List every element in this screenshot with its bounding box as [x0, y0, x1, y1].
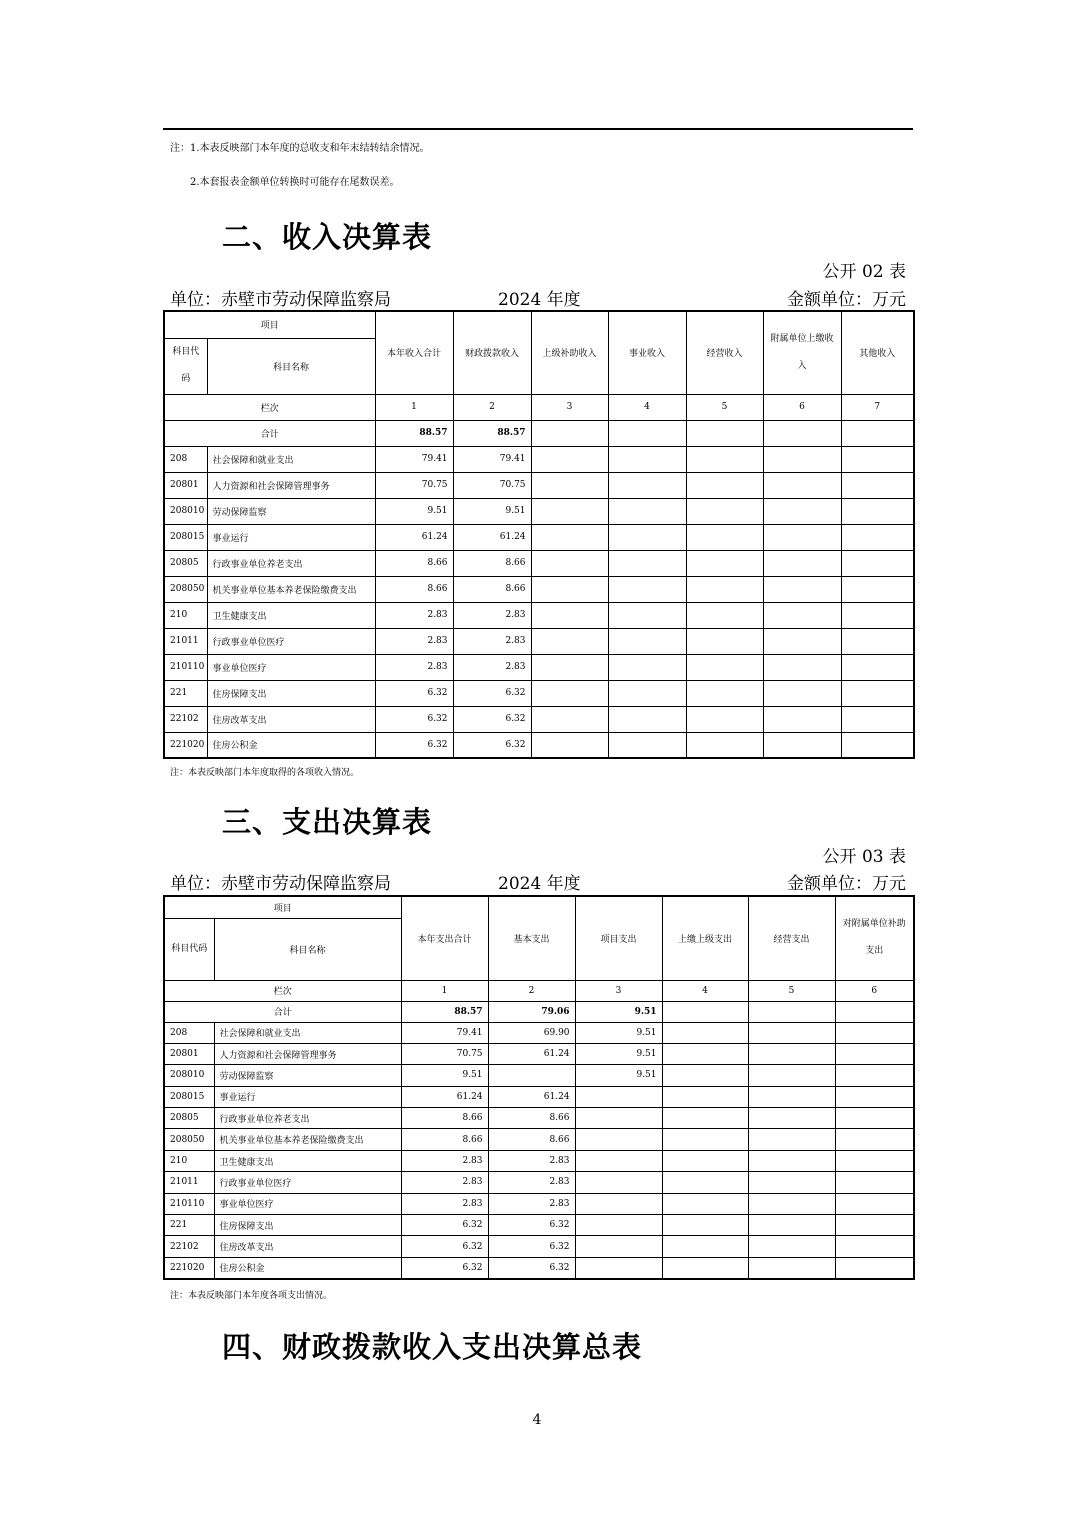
- row-value: [748, 1022, 835, 1043]
- row-value: [575, 1129, 662, 1150]
- row-value: 6.32: [375, 732, 453, 758]
- row-code: 221: [164, 1215, 214, 1236]
- table-row: [164, 1193, 914, 1214]
- row-name: 行政事业单位养老支出: [214, 1108, 401, 1129]
- row-value: [531, 706, 608, 732]
- row-value: 8.66: [401, 1129, 488, 1150]
- col-number: 6: [835, 980, 914, 1001]
- row-value: [835, 1172, 914, 1193]
- table-row: [164, 680, 914, 706]
- row-value: 2.83: [488, 1193, 575, 1214]
- row-value: [763, 550, 841, 576]
- row-name: 人力资源和社会保障管理事务: [214, 1043, 401, 1064]
- row-value: [686, 576, 763, 602]
- row-value: [662, 1150, 748, 1171]
- row-value: [835, 1065, 914, 1086]
- row-value: [748, 1065, 835, 1086]
- col-header: 上级补助收入: [531, 311, 608, 394]
- col-number: 3: [575, 980, 662, 1001]
- col-number: 6: [763, 394, 841, 420]
- row-value: 6.32: [488, 1257, 575, 1278]
- row-value: [662, 1129, 748, 1150]
- row-value: [763, 602, 841, 628]
- total-value: [662, 1001, 748, 1022]
- row-code: 208050: [164, 576, 207, 602]
- total-label: 合计: [164, 1001, 401, 1022]
- col-header: 本年收入合计: [375, 311, 453, 394]
- row-value: [575, 1215, 662, 1236]
- col-number: 2: [453, 394, 531, 420]
- row-value: [841, 446, 914, 472]
- row-value: 8.66: [401, 1108, 488, 1129]
- row-code: 21011: [164, 628, 207, 654]
- total-value: [608, 420, 686, 446]
- row-value: [608, 550, 686, 576]
- row-value: [662, 1108, 748, 1129]
- col-header: 经营支出: [748, 896, 835, 980]
- row-value: [608, 732, 686, 758]
- expense-unit: 单位：赤壁市劳动保障监察局: [170, 874, 391, 894]
- row-value: [531, 602, 608, 628]
- row-value: [662, 1257, 748, 1278]
- row-value: [662, 1043, 748, 1064]
- col-header: 上缴上级支出: [662, 896, 748, 980]
- row-code: 208015: [164, 1086, 214, 1107]
- income-note: 注：本表反映部门本年度取得的各项收入情况。: [170, 768, 360, 778]
- row-code: 221: [164, 680, 207, 706]
- table-row: [164, 1022, 914, 1043]
- row-value: [662, 1236, 748, 1257]
- table-row: [164, 628, 914, 654]
- row-code: 208: [164, 1022, 214, 1043]
- table-row: [164, 1065, 914, 1086]
- row-value: 9.51: [401, 1065, 488, 1086]
- row-value: [608, 680, 686, 706]
- row-name: 人力资源和社会保障管理事务: [207, 472, 375, 498]
- row-code: 210110: [164, 1193, 214, 1214]
- row-code: 20801: [164, 472, 207, 498]
- row-value: 2.83: [488, 1172, 575, 1193]
- col-header: 财政拨款收入: [453, 311, 531, 394]
- row-value: [841, 550, 914, 576]
- row-value: [835, 1129, 914, 1150]
- row-value: 70.75: [453, 472, 531, 498]
- col-number-label: 栏次: [164, 980, 401, 1001]
- col-number: 5: [686, 394, 763, 420]
- row-value: [763, 446, 841, 472]
- row-code: 210: [164, 1150, 214, 1171]
- expense-table-code: 公开 03 表: [822, 847, 906, 867]
- row-value: [841, 706, 914, 732]
- total-value: 9.51: [575, 1001, 662, 1022]
- table-row: [164, 1172, 914, 1193]
- row-value: 2.83: [375, 628, 453, 654]
- row-value: [608, 446, 686, 472]
- row-value: [531, 654, 608, 680]
- row-value: 6.32: [375, 706, 453, 732]
- row-code: 22102: [164, 1236, 214, 1257]
- col-header: 对附属单位补助支出: [835, 896, 914, 980]
- row-name: 事业单位医疗: [207, 654, 375, 680]
- row-value: [841, 602, 914, 628]
- table-row: [164, 732, 914, 758]
- table-row: [164, 472, 914, 498]
- row-code: 221020: [164, 1257, 214, 1278]
- row-name: 劳动保障监察: [207, 498, 375, 524]
- table-row: [164, 576, 914, 602]
- col-number: 1: [401, 980, 488, 1001]
- row-code: 208015: [164, 524, 207, 550]
- row-value: [748, 1193, 835, 1214]
- row-value: [608, 654, 686, 680]
- row-value: [841, 498, 914, 524]
- header-item: 项目: [164, 311, 375, 338]
- row-value: 61.24: [488, 1043, 575, 1064]
- row-value: [531, 524, 608, 550]
- header-name: 科目名称: [214, 918, 401, 980]
- col-number: 3: [531, 394, 608, 420]
- total-value: 88.57: [375, 420, 453, 446]
- col-number: 4: [662, 980, 748, 1001]
- row-value: [686, 472, 763, 498]
- row-value: [763, 628, 841, 654]
- row-value: [531, 576, 608, 602]
- row-name: 行政事业单位医疗: [207, 628, 375, 654]
- row-value: [608, 706, 686, 732]
- row-code: 20805: [164, 1108, 214, 1129]
- row-value: [686, 628, 763, 654]
- row-code: 208010: [164, 498, 207, 524]
- row-value: [748, 1129, 835, 1150]
- row-value: [575, 1257, 662, 1278]
- col-number-label: 栏次: [164, 394, 375, 420]
- col-header: 经营收入: [686, 311, 763, 394]
- row-value: [575, 1150, 662, 1171]
- row-name: 住房公积金: [214, 1257, 401, 1278]
- row-value: [575, 1108, 662, 1129]
- total-value: 88.57: [401, 1001, 488, 1022]
- row-value: [835, 1215, 914, 1236]
- row-value: [763, 472, 841, 498]
- row-value: [686, 706, 763, 732]
- row-name: 行政事业单位养老支出: [207, 550, 375, 576]
- col-number: 2: [488, 980, 575, 1001]
- page-note-1: 注：1.本表反映部门本年度的总收支和年末结转结余情况。: [170, 143, 430, 154]
- row-value: 79.41: [375, 446, 453, 472]
- row-name: 卫生健康支出: [207, 602, 375, 628]
- row-value: 2.83: [401, 1193, 488, 1214]
- row-value: 70.75: [401, 1043, 488, 1064]
- row-name: 行政事业单位医疗: [214, 1172, 401, 1193]
- row-name: 住房改革支出: [214, 1236, 401, 1257]
- row-value: [841, 680, 914, 706]
- row-value: 61.24: [453, 524, 531, 550]
- row-value: [575, 1172, 662, 1193]
- col-number: 4: [608, 394, 686, 420]
- row-value: 2.83: [375, 602, 453, 628]
- table-row: [164, 550, 914, 576]
- row-value: [686, 654, 763, 680]
- row-value: [841, 654, 914, 680]
- row-name: 住房保障支出: [207, 680, 375, 706]
- col-number: 5: [748, 980, 835, 1001]
- row-value: [841, 732, 914, 758]
- row-value: 2.83: [453, 602, 531, 628]
- income-amount-unit: 金额单位：万元: [787, 290, 906, 310]
- row-value: 61.24: [375, 524, 453, 550]
- total-value: [531, 420, 608, 446]
- row-value: [686, 550, 763, 576]
- expense-year: 2024 年度: [498, 874, 581, 894]
- row-value: [575, 1193, 662, 1214]
- table-row: [164, 1215, 914, 1236]
- row-code: 208050: [164, 1129, 214, 1150]
- table-row: [164, 602, 914, 628]
- row-value: 9.51: [375, 498, 453, 524]
- row-name: 事业运行: [214, 1086, 401, 1107]
- row-value: [835, 1086, 914, 1107]
- row-value: 2.83: [375, 654, 453, 680]
- row-value: 70.75: [375, 472, 453, 498]
- row-value: [575, 1086, 662, 1107]
- row-value: 2.83: [401, 1172, 488, 1193]
- row-value: [686, 524, 763, 550]
- row-value: [608, 524, 686, 550]
- income-table-code: 公开 02 表: [822, 262, 906, 282]
- row-name: 卫生健康支出: [214, 1150, 401, 1171]
- row-value: [531, 680, 608, 706]
- row-name: 社会保障和就业支出: [214, 1022, 401, 1043]
- row-value: [748, 1108, 835, 1129]
- row-value: [531, 472, 608, 498]
- row-code: 22102: [164, 706, 207, 732]
- row-value: [748, 1215, 835, 1236]
- row-value: [835, 1193, 914, 1214]
- row-value: [531, 732, 608, 758]
- table-row: [164, 654, 914, 680]
- col-header: 其他收入: [841, 311, 914, 394]
- row-value: [835, 1150, 914, 1171]
- row-value: 8.66: [375, 576, 453, 602]
- row-value: 8.66: [488, 1129, 575, 1150]
- expense-table: [163, 895, 915, 1280]
- row-code: 208: [164, 446, 207, 472]
- row-value: [662, 1193, 748, 1214]
- total-value: [835, 1001, 914, 1022]
- row-value: 2.83: [488, 1150, 575, 1171]
- row-value: 61.24: [401, 1086, 488, 1107]
- header-name: 科目名称: [207, 338, 375, 394]
- table-row: [164, 1043, 914, 1064]
- row-value: 6.32: [401, 1236, 488, 1257]
- total-value: 79.06: [488, 1001, 575, 1022]
- col-number: 7: [841, 394, 914, 420]
- row-value: 6.32: [453, 680, 531, 706]
- row-value: 6.32: [488, 1236, 575, 1257]
- row-value: [686, 446, 763, 472]
- top-rule: [163, 128, 913, 130]
- row-name: 事业单位医疗: [214, 1193, 401, 1214]
- row-value: [841, 524, 914, 550]
- row-value: 6.32: [375, 680, 453, 706]
- row-name: 劳动保障监察: [214, 1065, 401, 1086]
- row-value: [835, 1022, 914, 1043]
- row-value: [763, 706, 841, 732]
- table-row: [164, 706, 914, 732]
- table-row: [164, 498, 914, 524]
- header-item: 项目: [164, 896, 401, 918]
- total-value: [686, 420, 763, 446]
- row-value: [531, 628, 608, 654]
- row-name: 机关事业单位基本养老保险缴费支出: [207, 576, 375, 602]
- row-value: 6.32: [453, 706, 531, 732]
- row-value: [763, 524, 841, 550]
- row-value: 2.83: [401, 1150, 488, 1171]
- row-value: [608, 602, 686, 628]
- row-name: 住房保障支出: [214, 1215, 401, 1236]
- row-value: [763, 732, 841, 758]
- row-value: [662, 1172, 748, 1193]
- row-value: 8.66: [375, 550, 453, 576]
- col-header: 附属单位上缴收入: [763, 311, 841, 394]
- row-value: 8.66: [453, 550, 531, 576]
- row-value: [608, 498, 686, 524]
- row-value: [531, 498, 608, 524]
- row-value: [748, 1236, 835, 1257]
- row-value: [841, 472, 914, 498]
- table-row: [164, 1086, 914, 1107]
- row-code: 221020: [164, 732, 207, 758]
- header-code: 科目代码: [164, 338, 207, 394]
- row-value: [763, 680, 841, 706]
- table-row: [164, 1108, 914, 1129]
- col-header: 项目支出: [575, 896, 662, 980]
- row-value: 6.32: [488, 1215, 575, 1236]
- row-value: [763, 576, 841, 602]
- row-value: 9.51: [453, 498, 531, 524]
- row-name: 事业运行: [207, 524, 375, 550]
- row-value: [835, 1108, 914, 1129]
- row-value: [608, 628, 686, 654]
- row-value: 2.83: [453, 628, 531, 654]
- row-value: 61.24: [488, 1086, 575, 1107]
- row-value: [608, 472, 686, 498]
- expense-note: 注：本表反映部门本年度各项支出情况。: [170, 1291, 333, 1301]
- table-row: [164, 1129, 914, 1150]
- row-code: 210: [164, 602, 207, 628]
- row-code: 210110: [164, 654, 207, 680]
- row-value: 8.66: [488, 1108, 575, 1129]
- income-unit: 单位：赤壁市劳动保障监察局: [170, 290, 391, 310]
- row-value: 9.51: [575, 1022, 662, 1043]
- total-value: [748, 1001, 835, 1022]
- row-value: [531, 446, 608, 472]
- row-value: 6.32: [453, 732, 531, 758]
- row-value: [662, 1215, 748, 1236]
- expense-amount-unit: 金额单位：万元: [787, 874, 906, 894]
- row-value: [575, 1236, 662, 1257]
- income-year: 2024 年度: [498, 290, 581, 310]
- table-row: [164, 1150, 914, 1171]
- row-value: [835, 1043, 914, 1064]
- col-header: 事业收入: [608, 311, 686, 394]
- total-value: [763, 420, 841, 446]
- row-value: [748, 1257, 835, 1278]
- income-table: [163, 310, 915, 759]
- row-value: 79.41: [401, 1022, 488, 1043]
- row-value: [686, 680, 763, 706]
- row-value: 6.32: [401, 1215, 488, 1236]
- row-value: 8.66: [453, 576, 531, 602]
- row-value: [841, 628, 914, 654]
- table-row: [164, 446, 914, 472]
- total-label: 合计: [164, 420, 375, 446]
- row-value: 6.32: [401, 1257, 488, 1278]
- header-code: 科目代码: [164, 918, 214, 980]
- table-row: [164, 1236, 914, 1257]
- row-code: 208010: [164, 1065, 214, 1086]
- row-code: 20801: [164, 1043, 214, 1064]
- row-value: [748, 1086, 835, 1107]
- table-row: [164, 524, 914, 550]
- row-value: [686, 732, 763, 758]
- row-name: 机关事业单位基本养老保险缴费支出: [214, 1129, 401, 1150]
- row-value: [686, 602, 763, 628]
- row-value: [748, 1043, 835, 1064]
- row-value: [686, 498, 763, 524]
- row-value: [531, 550, 608, 576]
- row-value: 2.83: [453, 654, 531, 680]
- col-header: 本年支出合计: [401, 896, 488, 980]
- row-value: [841, 576, 914, 602]
- col-header: 基本支出: [488, 896, 575, 980]
- row-name: 住房改革支出: [207, 706, 375, 732]
- row-value: [662, 1086, 748, 1107]
- row-value: 9.51: [575, 1065, 662, 1086]
- row-name: 住房公积金: [207, 732, 375, 758]
- page-number: 4: [532, 1412, 542, 1428]
- row-value: [835, 1236, 914, 1257]
- row-value: [763, 654, 841, 680]
- col-number: 1: [375, 394, 453, 420]
- row-code: 20805: [164, 550, 207, 576]
- row-value: [748, 1172, 835, 1193]
- row-value: [748, 1150, 835, 1171]
- row-value: 69.90: [488, 1022, 575, 1043]
- row-value: [763, 498, 841, 524]
- row-code: 21011: [164, 1172, 214, 1193]
- row-value: [488, 1065, 575, 1086]
- row-value: [662, 1065, 748, 1086]
- total-value: [841, 420, 914, 446]
- row-name: 社会保障和就业支出: [207, 446, 375, 472]
- row-value: [662, 1022, 748, 1043]
- row-value: 79.41: [453, 446, 531, 472]
- income-heading: 二、收入决算表: [222, 220, 433, 254]
- row-value: 9.51: [575, 1043, 662, 1064]
- row-value: [608, 576, 686, 602]
- table-row: [164, 1257, 914, 1278]
- total-value: 88.57: [453, 420, 531, 446]
- page-note-2: 2.本套报表金额单位转换时可能存在尾数误差。: [190, 177, 400, 188]
- fiscal-summary-heading: 四、财政拨款收入支出决算总表: [222, 1330, 643, 1364]
- expense-heading: 三、支出决算表: [222, 805, 433, 839]
- row-value: [835, 1257, 914, 1278]
